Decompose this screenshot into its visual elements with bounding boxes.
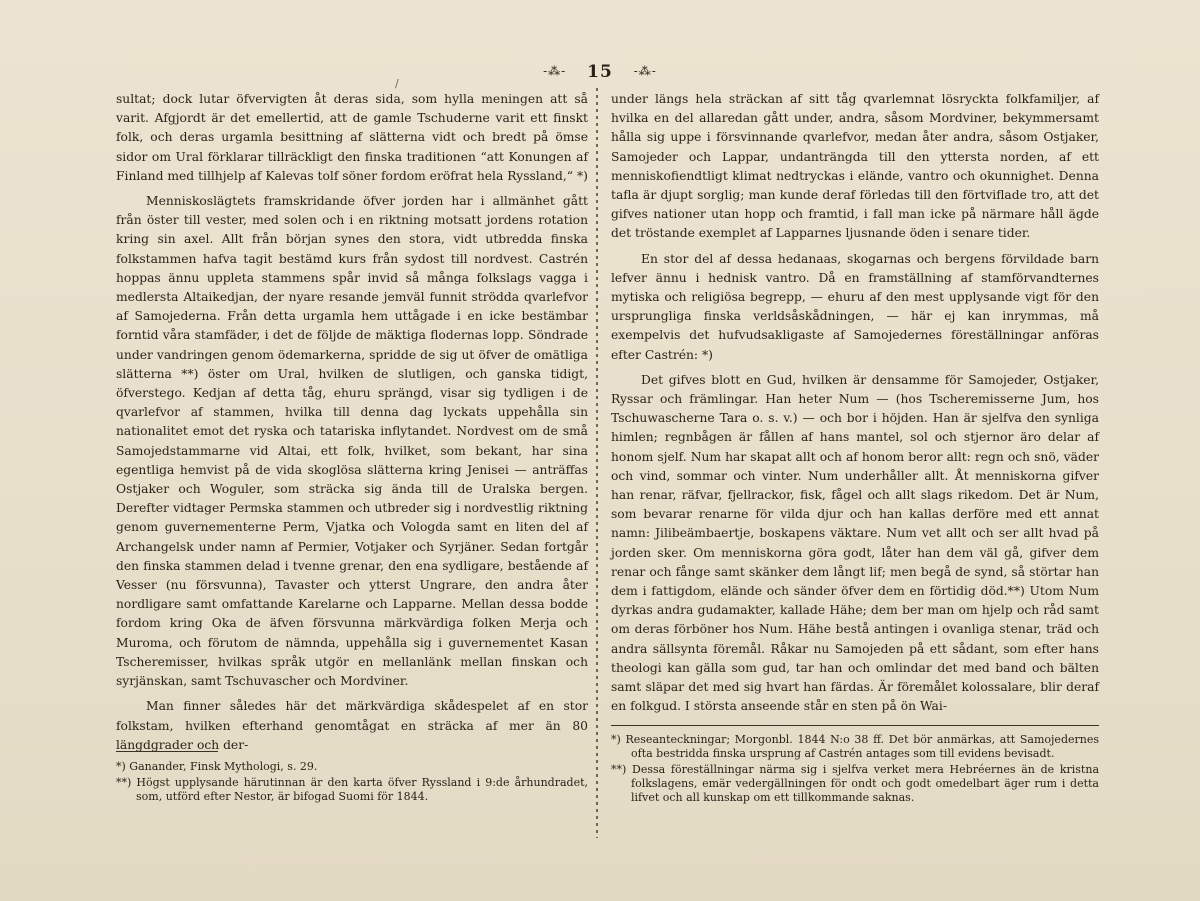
footnotes-left: [116, 760, 588, 806]
left-column: [116, 90, 588, 755]
footnote-left-2: **) Högst upplysande härutinnan är den karta öfver Ryssland i 9:de århundradet, som, utförd efter Nestor, är bifogad Suomi för 1844.: [116, 776, 588, 803]
footnote-rule-left: [116, 751, 218, 752]
left-paragraph-3: Man finner således här det märkvärdiga skådespelet af en stor folkstam, hvilken efterhand genomtågat en sträcka af mer än 80 längdgrader och der-: [116, 699, 588, 752]
footnote-right-1: *) Reseanteckningar; Morgonbl. 1844 N:o 38 ff. Det bör anmärkas, att Samojedernes ofta bestridda finska ursprung af Castrén antages som till evidens bevisadt.: [611, 733, 1099, 760]
ornament-right: -⁂-: [633, 64, 657, 78]
footnote-left-1: *) Ganander, Finsk Mythologi, s. 29.: [116, 760, 318, 773]
left-paragraph-1: sultat; dock lutar öfvervigten åt deras sida, som hylla meningen att så varit. Afgjordt är det emellertid, att de gamle Tschuderne varit ett finskt folk, och deras urgamla besittning af slätterna vidt och bredt på ömse sidor om Ural förklarar tillräckligt den finska traditionen “att Konungen af Finland med tillhjelp af Kalevas tolf söner fordom eröfrat hela Ryssland,“ *): [116, 92, 588, 183]
footnotes-right: [611, 733, 1099, 807]
footnote-rule-right: [611, 725, 1099, 726]
printing-mark: /: [395, 77, 399, 90]
page-number: 15: [587, 62, 613, 82]
right-paragraph-1: under längs hela sträckan af sitt tåg qvarlemnat lösryckta folkfamiljer, af hvilka en del allaredan gått under, andra, såsom Mordviner, bekymmersamt hålla sig uppe i försvinnande qvarlefvor, medan åter andra, såsom Ostjaker, Samojeder och Lappar, undanträngda till den yttersta norden, af ett menniskofiendtligt klimat nedtryckas i elände, vantro och okunnighet. Denna tafla är djupt sorglig; man kunde deraf förledas till den förtviflade tro, att det gifves nationer utan hopp och framtid, i fall man icke på närmare håll ägde det tröstande exemplet af Lapparnes ljusnande öden i senare tider.: [611, 92, 1099, 241]
column-divider: [592, 88, 602, 838]
right-column: [611, 90, 1099, 717]
right-paragraph-3: Det gifves blott en Gud, hvilken är densamme för Samojeder, Ostjaker, Ryssar och främlingar. Han heter Num — (hos Tscheremisserne Jum, hos Tschuwascherne Tara o. s. v.) — och bor i höjden. Han är sjelfva den synliga himlen; regnbågen är fållen af hans mantel, sol och stjernor äro delar af honom sjelf. Num har skapat allt och af honom beror allt: regn och snö, väder och vind, sommar och vinter. Num underhåller allt. Åt menniskorna gifver han renar, räfvar, fjellrackor, fisk, fågel och allt slags rikedom. Det är Num, som bevarar renarne för vilda djur och han kallas derföre med ett annat namn: Jilibeämbaertje, boskapens väktare. Num vet allt och ser allt hvad på jorden sker. Om menniskorna göra godt, låter han dem väl gå, gifver dem renar och fånge samt skänker dem långt lif; men begå de synd, så störtar han dem i fattigdom, elände och sänder öfver dem en förtidig död.**) Utom Num dyrkas andra gudamakter, kallade Hähe; dem ber man om hjelp och råd samt om deras förböner hos Num. Hähe bestå antingen i ovanliga stenar, träd och andra sällsynta föremål. Råkar nu Samojeden på ett sådant, som efter hans theologi kan gälla som gud, tar han och omlindar det med band och bälten samt släpar det med sig hvart han färdas. Är föremålet kolossalare, blir deraf en folkgud. I största anseende står en sten på ön Wai-: [611, 372, 1099, 714]
ornament-left: -⁂-: [543, 64, 567, 78]
footnote-right-2: **) Dessa föreställningar närma sig i sjelfva verket mera Hebréernes än de kristna folkslagens, emär vedergällningen för ondt och godt omedelbart äger rum i detta lifvet och all kunskap om ett tillkommande saknas.: [611, 763, 1099, 804]
left-paragraph-2: Menniskoslägtets framskridande öfver jorden har i allmänhet gått från öster till vester, med solen och i en riktning motsatt jordens rotation kring sin axel. Allt från början synes den stora, vidt utbredda finska folkstammen hafva tagit bestämd kurs från sydost till nordvest. Castrén hoppas ännu uppleta stammens spår invid så många folkslags vagga i medlersta Altaikedjan, der nyare resande jemväl funnit strödda qvarlefvor af Samojederna. Från detta urgamla hem uttågade i en icke bestämbar forntid våra stamfäder, i det de följde de mäktiga flodernas lopp. Söndrade under vandringen genom ödemarkerna, spridde de sig ut öfver de omätliga slätterna **) öster om Ural, hvilken de slutligen, och ganska tidigt, öfverstego. Kedjan af detta tåg, ehuru sprängd, visar sig tydligen i de qvarlefvor af stammen, hvilka till denna dag lyckats uppehålla sin nationalitet emot det ryska och tatariska inflytandet. Nordvest om de små Samojedstammarne vid Altai, ett folk, hvilket, som bekant, har sina egentliga hemvist på de vida skoglösa slätterna kring Jenisei — anträffas Ostjaker och Woguler, som sträcka sig ända till de Uralska bergen. Derefter vidtager Permska stammen och utbreder sig i nordvestlig riktning genom guvernementerne Perm, Vjatka och Vologda samt en liten del af Archangelsk under namn af Permier, Votjaker och Syrjäner. Sedan fortgår den finska stammen delad i tvenne grenar, den ena sydligare, bestående af Vesser (nu försvunna), Tavaster och ytterst Ungrare, den andra åter nordligare samt omfattande Karelarne och Lapparne. Mellan dessa bodde fordom kring Oka de äfven försvunna märkvärdiga folken Merja och Muroma, och förutom de nämnda, uppehålla sig i guvernementet Kasan Tscheremisser, hvilkas språk utgör en mellanlänk mellan finskan och syrjänskan, samt Tschuvascher och Mordviner.: [116, 194, 588, 689]
page-header: [0, 62, 1200, 82]
right-paragraph-2: En stor del af dessa hedanaas, skogarnas och bergens förvildade barn lefver ännu i hednisk vantro. Då en framställning af stamförvandternes mytiska och religiösa begrepp, — ehuru af den mest upplysande vigt för den ursprungliga finska verldsåskådningen, — här ej kan inrymmas, må exempelvis det hufvudsakligaste af Samojedernes föreställningar anföras efter Castrén: *): [611, 251, 1099, 362]
